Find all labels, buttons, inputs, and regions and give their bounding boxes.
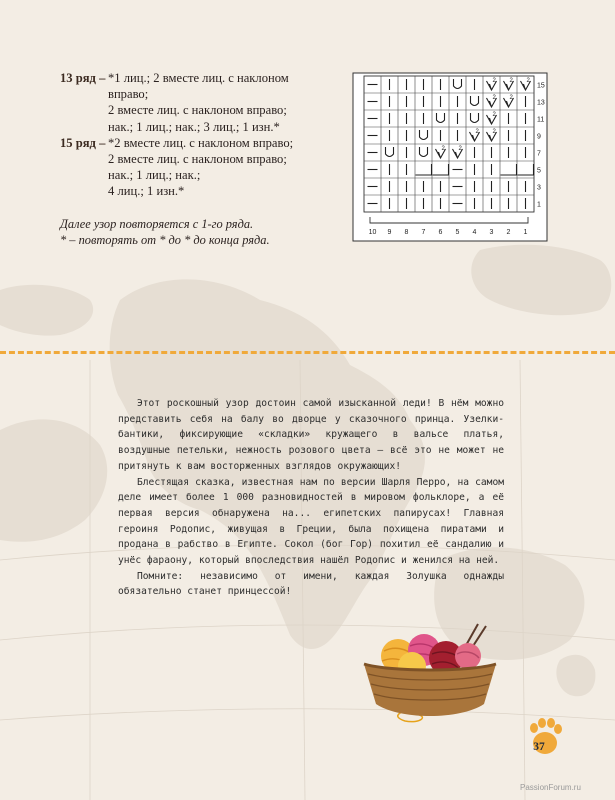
row-15-line-1: *2 вместе лиц. с наклоном вправо; <box>108 135 294 150</box>
row-13-line-4: нак.; 1 лиц.; нак.; 3 лиц.; 1 изн.* <box>108 119 280 134</box>
chart-column-number: 9 <box>387 229 392 236</box>
twist-number-label: 2 <box>475 129 479 135</box>
chart-column-number: 1 <box>523 229 528 236</box>
knitting-instructions <box>60 70 350 248</box>
twist-number-label: 2 <box>458 146 462 152</box>
row-15-instructions <box>60 135 350 200</box>
row-15-label: 15 ряд – <box>60 135 106 150</box>
row-15-line-3: нак.; 1 лиц.; нак.; <box>108 168 201 183</box>
row-13-label: 13 ряд – <box>60 71 106 85</box>
note-repeat: Далее узор повторяется с 1-го ряда. <box>60 216 254 231</box>
twist-number-label: 2 <box>509 95 513 101</box>
chart-row-number: 7 <box>537 150 541 158</box>
row-13-line-1: *1 лиц.; 2 вместе лиц. с наклоном <box>108 71 289 85</box>
chart-column-number: 10 <box>368 229 377 236</box>
note-asterisk: * – повторять от * до * до конца ряда. <box>60 232 270 247</box>
row-13-line-2: вправо; <box>108 87 149 102</box>
twist-number-label: 2 <box>492 95 496 101</box>
story-paragraph-1: Этот роскошный узор достоин самой изысканной леди! В нём можно представить себя на балу во дворце у сказочного принца. Узелки-бантики, фиксирующие «складки» кружащего в вальсе платья, воздушные петельки, нежность розового цвета – всё это не может не притянуть к вам восторженных взглядов окружающих! <box>118 398 504 472</box>
chart-column-number: 3 <box>489 229 494 236</box>
watermark: PassionForum.ru <box>520 783 581 792</box>
story-paragraph-2: Блестящая сказка, известная нам по версии Шарля Перро, на самом деле имеет более 1 000 разновидностей в мировом фольклоре, а её первая версия обнаружена на... египетских папирусах! Главная героиня Родопис, живущая в Греции, была похищена пиратами и продана в рабство в Египте. Сокол (бог Гор) похитил её сандалию и унёс фараону, который впоследствия нашёл Родопис и женился на ней. <box>118 476 504 567</box>
story-text <box>118 396 504 600</box>
chart-row-number: 1 <box>537 201 541 209</box>
twist-number-label: 2 <box>492 129 496 135</box>
chart-row-number: 3 <box>537 184 541 192</box>
row-15-line-4: 4 лиц.; 1 изн.* <box>108 184 185 199</box>
twist-number-label: 2 <box>441 146 445 152</box>
story-paragraph-3: Помните: независимо от имени, каждая Золушка однажды обязательно станет принцессой! <box>118 570 504 598</box>
chart-row-number: 15 <box>537 82 545 90</box>
dashed-divider <box>0 351 615 354</box>
row-13-instructions <box>60 70 350 135</box>
twist-number-label: 2 <box>492 112 496 118</box>
twist-number-label: 2 <box>492 78 496 84</box>
chart-column-number: 4 <box>472 229 477 236</box>
page-number: 37 <box>533 741 545 753</box>
chart-column-number: 7 <box>421 229 426 236</box>
chart-row-number: 13 <box>537 99 545 107</box>
row-13-line-3: 2 вместе лиц. с наклоном вправо; <box>108 103 287 118</box>
twist-number-label: 2 <box>526 78 530 84</box>
chart-column-number: 6 <box>438 229 443 236</box>
chart-column-number: 5 <box>455 229 460 236</box>
chart-row-number: 5 <box>537 167 541 175</box>
pattern-notes <box>60 216 350 248</box>
yarn-basket-illustration <box>360 616 500 726</box>
chart-column-number: 8 <box>404 229 409 236</box>
chart-row-number: 9 <box>537 133 541 141</box>
chart-row-number: 11 <box>537 116 545 124</box>
chart-column-number: 2 <box>506 229 511 236</box>
row-15-line-2: 2 вместе лиц. с наклоном вправо; <box>108 152 287 167</box>
twist-number-label: 2 <box>509 78 513 84</box>
knitting-chart <box>352 72 548 242</box>
